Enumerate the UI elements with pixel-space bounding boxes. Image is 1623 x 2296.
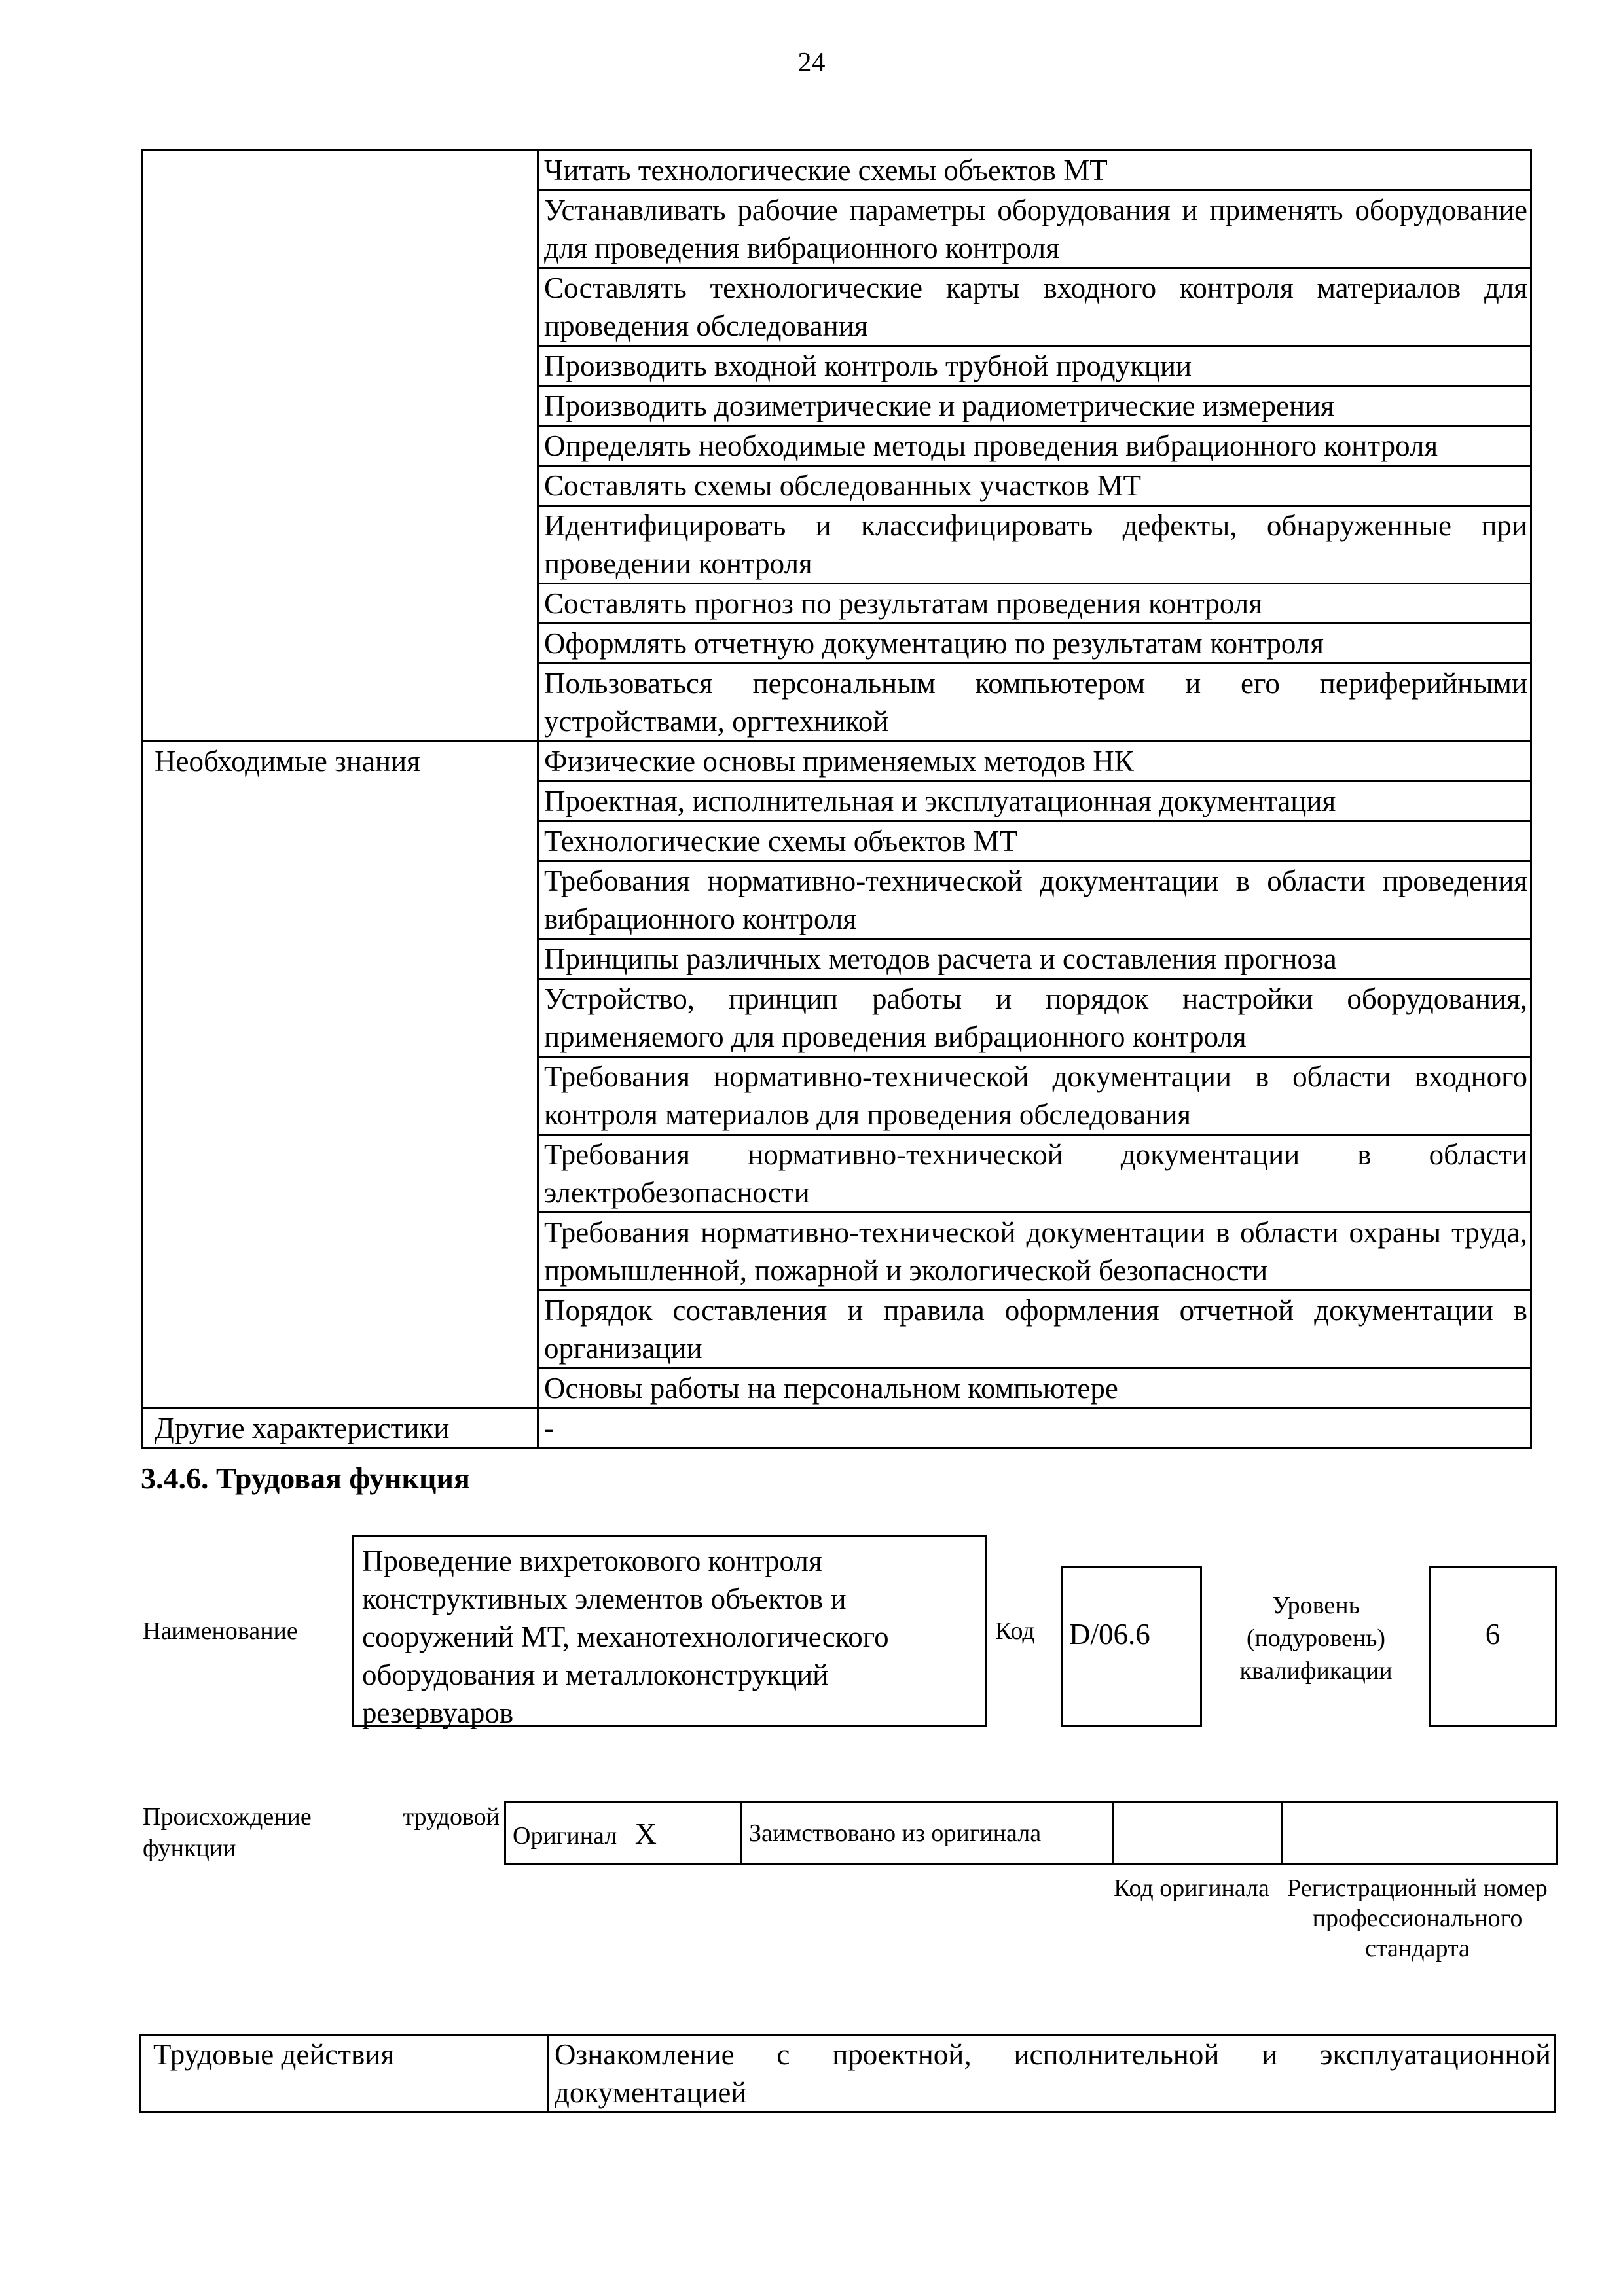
row-content: Требования нормативно-технической документации в области охраны труда, промышленной, пожарной и экологической безопасности (538, 1213, 1531, 1291)
row-content: Производить дозиметрические и радиометрические измерения (538, 386, 1531, 426)
table-row (142, 861, 1531, 939)
row-label (142, 1213, 538, 1291)
table-row (142, 466, 1531, 506)
table-row (142, 1408, 1531, 1448)
row-content: Идентифицировать и классифицировать дефекты, обнаруженные при проведении контроля (538, 506, 1531, 584)
origin-original-label: Оригинал (513, 1821, 617, 1850)
original-code-cell (1114, 1803, 1283, 1865)
function-name: Проведение вихретокового контроля конструктивных элементов объектов и сооружений МТ, механотехнологического оборудования и металлоконструкций резервуаров (362, 1545, 889, 1729)
row-label (142, 426, 538, 466)
row-content: Физические основы применяемых методов НК (538, 742, 1531, 781)
row-label (142, 466, 538, 506)
row-content: Составлять схемы обследованных участков МТ (538, 466, 1531, 506)
row-label (142, 1135, 538, 1213)
row-label: Другие характеристики (142, 1408, 538, 1448)
row-label: Необходимые знания (142, 742, 538, 781)
row-label (142, 939, 538, 979)
row-content: Технологические схемы объектов МТ (538, 821, 1531, 861)
origin-table (504, 1801, 1558, 1865)
actions-label: Трудовые действия (141, 2035, 549, 2113)
row-label (142, 624, 538, 664)
table-row (142, 346, 1531, 386)
row-label (142, 821, 538, 861)
table-row (142, 742, 1531, 781)
row-label (142, 506, 538, 584)
row-content: Требования нормативно-технической документации в области проведения вибрационного контроля (538, 861, 1531, 939)
registration-number-cell (1283, 1803, 1558, 1865)
row-content: Требования нормативно-технической документации в области электробезопасности (538, 1135, 1531, 1213)
table-row (142, 584, 1531, 624)
origin-borrowed-cell (742, 1803, 1114, 1865)
row-label (142, 386, 538, 426)
origin-mark: X (634, 1816, 657, 1850)
level-box (1429, 1566, 1557, 1727)
level-label: Уровень (подуровень) квалификации (1239, 1592, 1393, 1685)
row-label (142, 190, 538, 268)
row-content: Составлять прогноз по результатам проведения контроля (538, 584, 1531, 624)
row-label (142, 584, 538, 624)
row-content: Читать технологические схемы объектов МТ (538, 151, 1531, 190)
actions-value: Ознакомление с проектной, исполнительной и эксплуатационной документацией (549, 2035, 1555, 2113)
row-label (142, 664, 538, 742)
function-name-box (352, 1535, 987, 1727)
table-row (142, 426, 1531, 466)
table-row (142, 1057, 1531, 1135)
table-row (142, 1213, 1531, 1291)
row-label (142, 979, 538, 1057)
row-content: Устанавливать рабочие параметры оборудования и применять оборудование для проведения вибрационного контроля (538, 190, 1531, 268)
table-row (142, 1291, 1531, 1369)
caption-registration: Регистрационный номер профессионального стандарта (1287, 1874, 1548, 1962)
origin-original-cell (505, 1803, 742, 1865)
name-label: Наименование (143, 1617, 298, 1645)
level-value: 6 (1485, 1618, 1501, 1651)
row-label (142, 346, 538, 386)
row-content: Устройство, принцип работы и порядок настройки оборудования, применяемого для проведения вибрационного контроля (538, 979, 1531, 1057)
row-content: Порядок составления и правила оформления отчетной документации в организации (538, 1291, 1531, 1369)
row-content: Составлять технологические карты входного контроля материалов для проведения обследования (538, 268, 1531, 346)
origin-label: Происхождение трудовой функции (143, 1803, 500, 1862)
origin-borrowed-label: Заимствовано из оригинала (749, 1820, 1042, 1847)
row-content: Пользоваться персональным компьютером и его периферийными устройствами, оргтехникой (538, 664, 1531, 742)
table-row (142, 1369, 1531, 1408)
table-row (142, 979, 1531, 1057)
table-row (142, 268, 1531, 346)
code-label: Код (995, 1617, 1035, 1645)
table-row (142, 624, 1531, 664)
row-content: Определять необходимые методы проведения вибрационного контроля (538, 426, 1531, 466)
table-row (142, 190, 1531, 268)
table-row (142, 506, 1531, 584)
table-row (142, 821, 1531, 861)
table-row (142, 664, 1531, 742)
row-content: Основы работы на персональном компьютере (538, 1369, 1531, 1408)
table-row (142, 1135, 1531, 1213)
row-label (142, 1369, 538, 1408)
section-title: 3.4.6. Трудовая функция (141, 1462, 470, 1495)
table-row (142, 151, 1531, 190)
table-row (142, 386, 1531, 426)
row-label (142, 1291, 538, 1369)
row-content: Проектная, исполнительная и эксплуатационная документация (538, 781, 1531, 821)
code-value: D/06.6 (1069, 1618, 1150, 1651)
row-label (142, 1057, 538, 1135)
requirements-table (141, 149, 1532, 1449)
row-label (142, 781, 538, 821)
row-content: Принципы различных методов расчета и составления прогноза (538, 939, 1531, 979)
row-label (142, 151, 538, 190)
row-content: Оформлять отчетную документацию по результатам контроля (538, 624, 1531, 664)
table-row (142, 939, 1531, 979)
code-box (1061, 1566, 1202, 1727)
row-content: - (538, 1408, 1531, 1448)
table-row (142, 781, 1531, 821)
caption-code: Код оригинала (1114, 1874, 1269, 1902)
actions-table (139, 2034, 1556, 2113)
row-content: Требования нормативно-технической документации в области входного контроля материалов для проведения обследования (538, 1057, 1531, 1135)
row-label (142, 861, 538, 939)
row-content: Производить входной контроль трубной продукции (538, 346, 1531, 386)
page-number: 24 (797, 48, 826, 78)
row-label (142, 268, 538, 346)
